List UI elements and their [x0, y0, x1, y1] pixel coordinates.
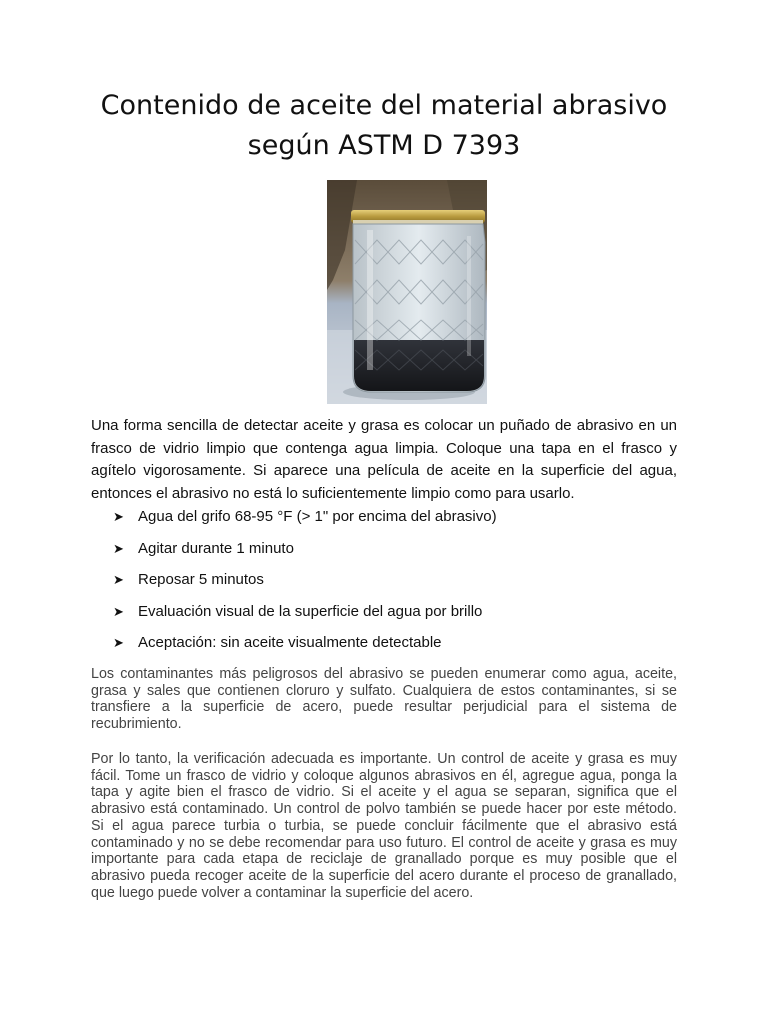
list-item — [113, 601, 673, 633]
arrowhead-bullet-icon: ➤ — [113, 572, 124, 587]
list-item-text: Reposar 5 minutos — [138, 571, 264, 588]
arrowhead-bullet-icon: ➤ — [113, 603, 124, 619]
intro-paragraph: Una forma sencilla de detectar aceite y grasa es colocar un puñado de abrasivo en un frasco de vidrio limpio que contenga agua limpia. Coloque una tapa en el frasco y agítelo vigorosamente. Si aparece una película de aceite en la superficie del agua, entonces el abrasivo no está lo suficientemente limpio como para usarlo. — [91, 417, 677, 502]
arrowhead-bullet-icon: ➤ — [113, 635, 124, 650]
list-item — [113, 506, 673, 538]
contaminants-paragraph: Los contaminantes más peligrosos del abrasivo se pueden enumerar como agua, aceite, grasa y sales que contienen cloruro y sulfato. Cualquiera de estos contaminantes, si se transfiere a la superficie de acero, puede resultar perjudicial para el sistema de recubrimiento. — [91, 666, 677, 733]
list-item — [113, 569, 673, 601]
verification-paragraph: Por lo tanto, la verificación adecuada es importante. Un control de aceite y grasa es muy fácil. Tome un frasco de vidrio y coloque algunos abrasivos en él, agregue agua, ponga la tapa y agite bien el frasco de vidrio. Si el aceite y el agua se separan, significa que el abrasivo está contaminado. Un control de polvo también se puede hacer por este método. Si el agua parece turbia o turbia, se puede concluir fácilmente que el abrasivo está contaminado y no se debe recomendar para uso futuro. El control de aceite y grasa es muy importante para cada etapa de reciclaje de granallado porque es muy posible que el abrasivo pueda recoger aceite de la superficie del acero durante el proceso de granallado, que luego puede volver a contaminar la superficie del acero. — [91, 751, 677, 901]
list-item-text: Agitar durante 1 minuto — [138, 539, 294, 557]
list-item-text: Aceptación: sin aceite visualmente detectable — [138, 634, 442, 651]
arrowhead-bullet-icon: ➤ — [113, 509, 124, 524]
list-item-text: Agua del grifo 68-95 °F (> 1" por encima del abrasivo) — [138, 508, 497, 525]
arrowhead-bullet-icon: ➤ — [113, 540, 124, 556]
list-item-text: Evaluación visual de la superficie del agua por brillo — [138, 602, 483, 620]
glass-jar-photo — [327, 180, 487, 404]
procedure-list — [113, 506, 673, 664]
document-title — [60, 86, 708, 166]
list-item — [113, 632, 673, 664]
title-line-1: Contenido de aceite del material abrasivo — [100, 90, 668, 121]
list-item — [113, 538, 673, 570]
title-line-2: según ASTM D 7393 — [247, 130, 521, 161]
